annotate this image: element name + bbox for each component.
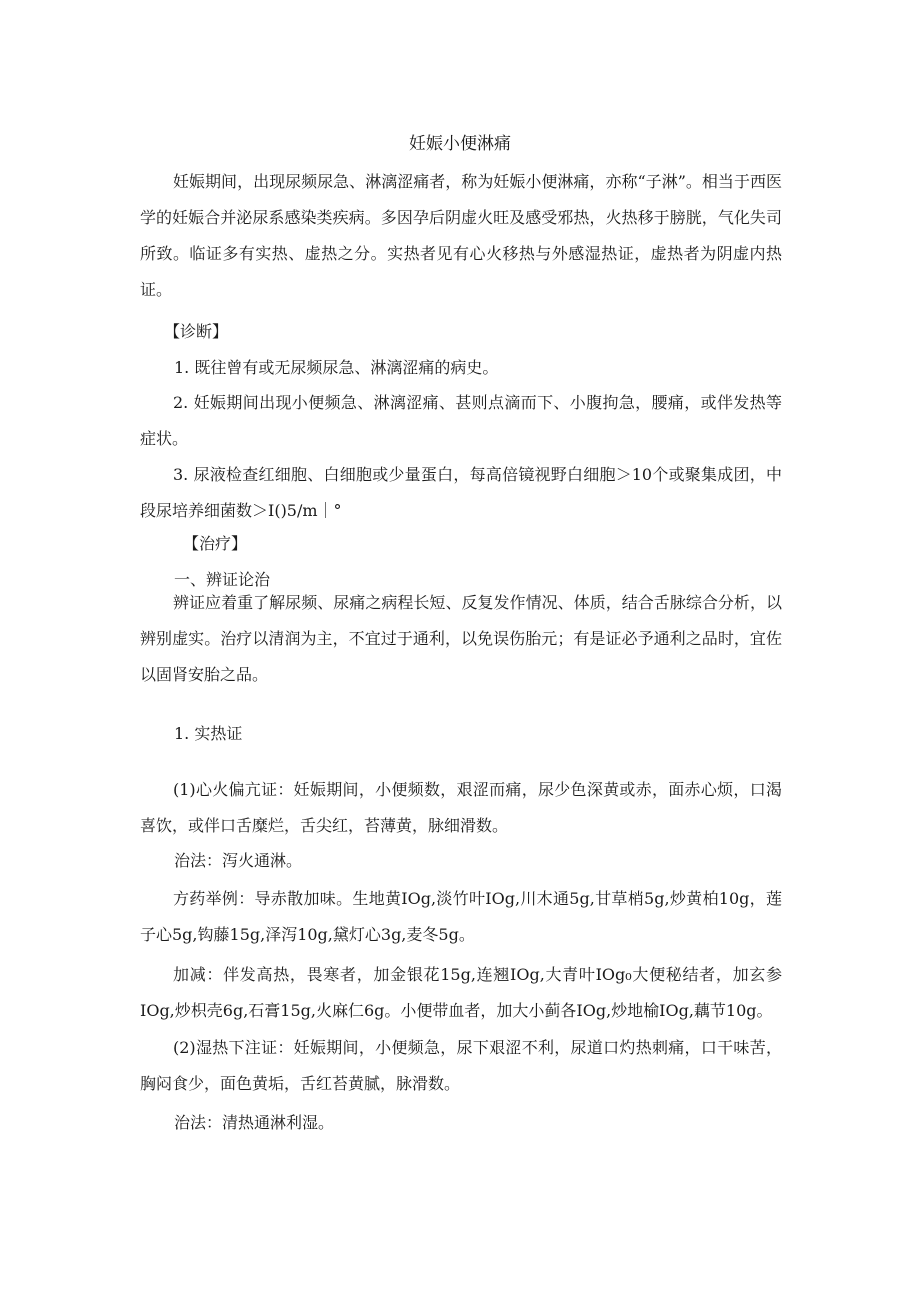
syndrome-1-modification: 加减：伴发高热，畏寒者，加金银花15g,连翘IOg,大青叶IOg₀大便秘结者，加玄参IOg,炒枳壳6g,石膏15g,火麻仁6g。小便带血者，加大小蓟各IOg,炒地榆IOg,藕节10g。 [140,965,782,1020]
intro-paragraph: 妊娠期间，出现尿频尿急、淋漓涩痛者，称为妊娠小便淋痛，亦称“子淋”。相当于西医学的妊娠合并泌尿系感染类疾病。多因孕后阴虚火旺及感受邪热，火热移于膀胱，气化失司所致。临证多有实热、虚热之分。实热者见有心火移热与外感湿热证，虚热者为阴虚内热证。 [140,172,782,299]
syndrome-2-description: (2)湿热下注证：妊娠期间，小便频急，尿下艰涩不利，尿道口灼热刺痛，口干味苦，胸闷食少，面色黄垢，舌红苔黄腻，脉滑数。 [140,1038,782,1093]
document-title: 妊娠小便淋痛 [409,134,511,154]
syndrome-1-method: 治法：泻火通淋。 [174,851,303,870]
treatment-heading: 【治疗】 [183,534,248,553]
syndrome-2-method: 治法：清热通淋利湿。 [174,1113,335,1132]
treatment-subheading: 一、辨证论治 [174,570,271,589]
syndrome-type-heading: 1. 实热证 [174,724,243,743]
diagnosis-item-3: 3. 尿液检查红细胞、白细胞或少量蛋白，每高倍镜视野白细胞＞10个或聚集成团，中段尿培养细菌数＞I()5∕m｜° [140,465,782,520]
syndrome-1-formula: 方药举例：导赤散加味。生地黄IOg,淡竹叶IOg,川木通5g,甘草梢5g,炒黄柏10g，莲子心5g,钩藤15g,泽泻10g,黛灯心3g,麦冬5g。 [140,889,782,944]
diagnosis-item-2: 2. 妊娠期间出现小便频急、淋漓涩痛、甚则点滴而下、小腹拘急，腰痛，或伴发热等症状。 [140,393,782,448]
treatment-principle: 辨证应着重了解尿频、尿痛之病程长短、反复发作情况、体质，结合舌脉综合分析，以辨别虚实。治疗以清润为主，不宜过于通利，以免误伤胎元；有是证必予通利之品时，宜佐以固肾安胎之品。 [140,593,782,684]
diagnosis-item-1: 1. 既往曾有或无尿频尿急、淋漓涩痛的病史。 [174,358,499,377]
syndrome-1-description: (1)心火偏亢证：妊娠期间，小便频数，艰涩而痛，尿少色深黄或赤，面赤心烦，口渴喜饮，或伴口舌糜烂，舌尖红，苔薄黄，脉细滑数。 [140,780,782,835]
diagnosis-heading: 【诊断】 [164,322,229,341]
